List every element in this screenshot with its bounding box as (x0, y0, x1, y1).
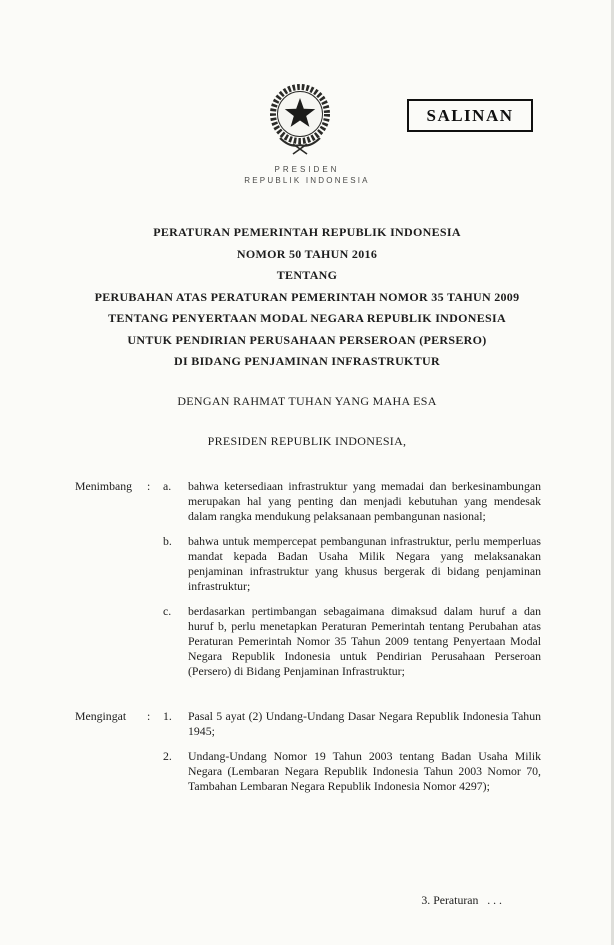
menimbang-items (163, 479, 541, 679)
title-line-1: PERATURAN PEMERINTAH REPUBLIK INDONESIA (153, 225, 461, 239)
title-line-5: TENTANG PENYERTAAN MODAL NEGARA REPUBLIK INDONESIA (108, 311, 506, 325)
mengingat-item-1 (163, 709, 541, 739)
menimbang-item-c (163, 604, 541, 679)
title-line-3: TENTANG (276, 268, 338, 282)
item-marker: a. (163, 479, 172, 493)
item-marker: 2. (163, 749, 172, 763)
document-body (75, 479, 541, 794)
item-text: bahwa ketersediaan infrastruktur yang memadai dan berkesinambungan merupakan hal yang penting dan menjadi kebutuhan yang mendesak dalam rangka mendukung pelaksanaan pembangunan nasional; (188, 479, 541, 523)
item-marker: c. (163, 604, 172, 618)
footer-catchword: 3. Peraturan . . . (421, 893, 502, 907)
mengingat-items (163, 709, 541, 794)
letterhead-republik-indonesia: REPUBLIK INDONESIA (244, 176, 370, 185)
title-line-7: DI BIDANG PENJAMINAN INFRASTRUKTUR (174, 354, 440, 368)
mengingat-colon: : (147, 709, 151, 723)
item-text: bahwa untuk mempercepat pembangunan infrastruktur, perlu memperluas mandat kepada Badan Usaha Milik Negara yang melaksanakan penjaminan infrastruktur yang khusus bergerak di bidang penjaminan infrastruktur; (188, 534, 541, 593)
menimbang-label: Menimbang (75, 479, 133, 493)
mengingat-label: Mengingat (75, 709, 127, 723)
presidential-emblem-icon (263, 82, 337, 162)
letterhead (0, 165, 614, 185)
item-text: Undang-Undang Nomor 19 Tahun 2003 tentang Badan Usaha Milik Negara (Lembaran Negara Republik Indonesia Tahun 2003 Nomor 70, Tambahan Lembaran Negara Republik Indonesia Nomor 4297); (188, 749, 541, 793)
salinan-stamp: SALINAN (407, 99, 533, 132)
preamble-rahmat: DENGAN RAHMAT TUHAN YANG MAHA ESA (177, 394, 437, 408)
item-text: Pasal 5 ayat (2) Undang-Undang Dasar Negara Republik Indonesia Tahun 1945; (188, 709, 541, 738)
title-line-2: NOMOR 50 TAHUN 2016 (236, 246, 378, 261)
menimbang-colon: : (147, 479, 151, 493)
item-marker: 1. (163, 709, 172, 723)
regulation-title (40, 222, 574, 373)
item-marker: b. (163, 534, 172, 548)
menimbang-item-b (163, 534, 541, 594)
menimbang-section (75, 479, 541, 679)
preamble-presiden: PRESIDEN REPUBLIK INDONESIA, (207, 434, 407, 448)
title-line-4: PERUBAHAN ATAS PERATURAN PEMERINTAH NOMOR 35 TAHUN 2009 (94, 289, 520, 304)
menimbang-item-a (163, 479, 541, 524)
item-text: berdasarkan pertimbangan sebagaimana dimaksud dalam huruf a dan huruf b, perlu menetapkan Peraturan Pemerintah tentang Perubahan atas Peraturan Pemerintah Nomor 35 Tahun 2009 tentang Penyertaan Modal Negara Republik Indonesia untuk Pendirian Perusahaan Perseroan (Persero) di Bidang Penjaminan Infrastruktur; (188, 604, 541, 678)
mengingat-section (75, 709, 541, 794)
mengingat-item-2 (163, 749, 541, 794)
title-line-6: UNTUK PENDIRIAN PERUSAHAAN PERSEROAN (PERSERO) (127, 332, 487, 347)
letterhead-presiden: PRESIDEN (274, 165, 340, 174)
